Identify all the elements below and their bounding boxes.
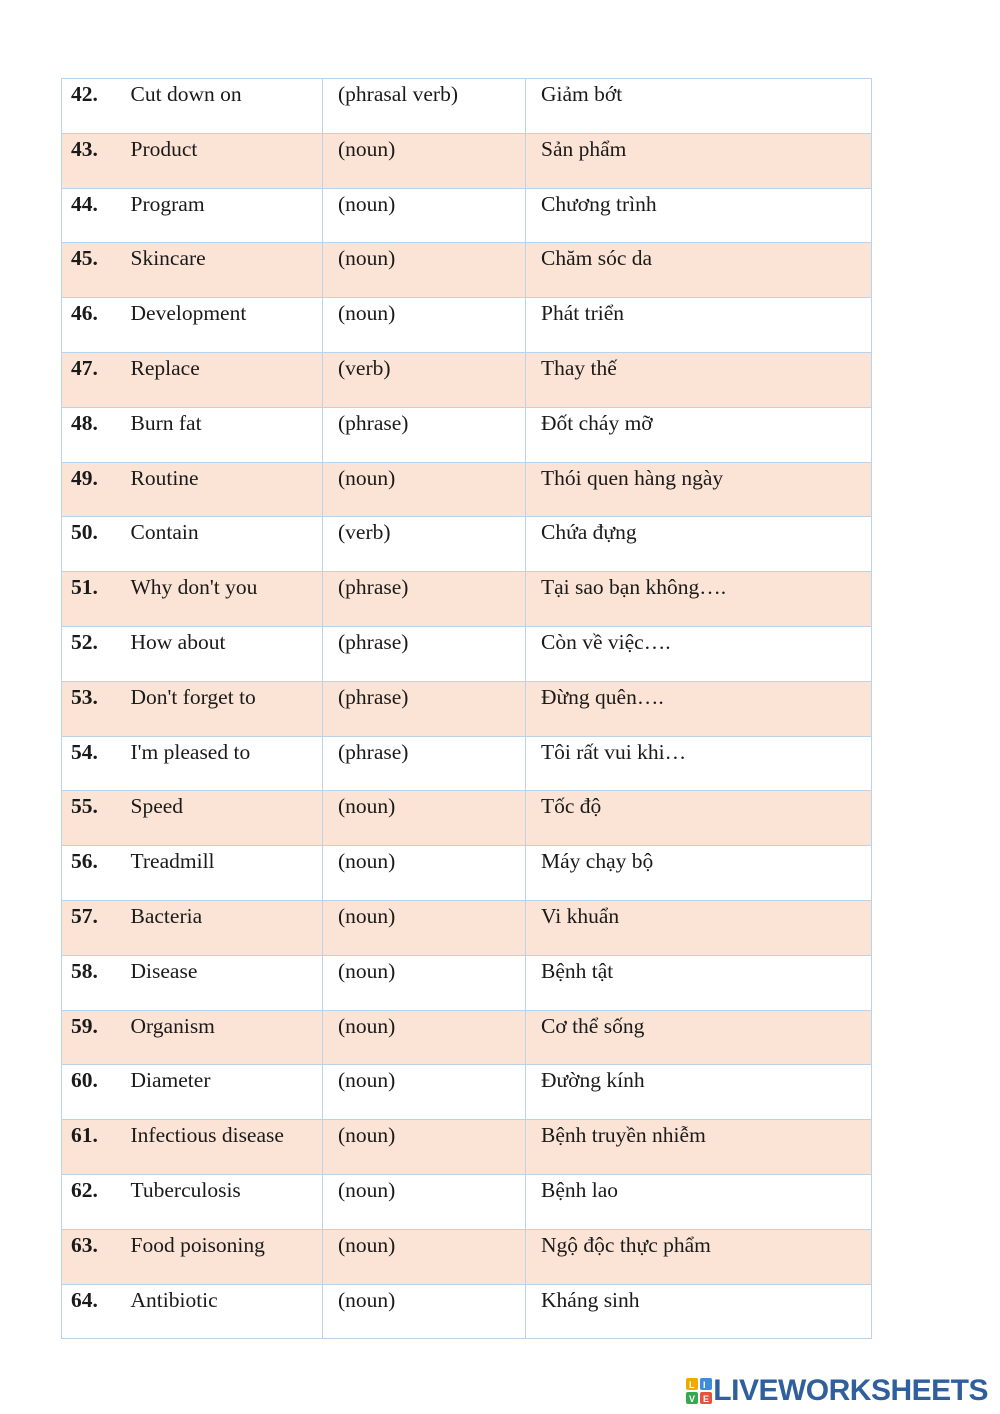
row-number: 48.: [62, 407, 122, 462]
table-row: [62, 572, 872, 627]
vietnamese-meaning: Đốt cháy mỡ: [526, 407, 872, 462]
vocabulary-word: Contain: [122, 517, 323, 572]
part-of-speech: (phrase): [323, 681, 526, 736]
part-of-speech: (noun): [323, 1229, 526, 1284]
vietnamese-meaning: Kháng sinh: [526, 1284, 872, 1339]
row-number: 53.: [62, 681, 122, 736]
vocabulary-word: I'm pleased to: [122, 736, 323, 791]
vocabulary-word: Bacteria: [122, 900, 323, 955]
row-number: 42.: [62, 79, 122, 134]
part-of-speech: (noun): [323, 243, 526, 298]
row-number: 50.: [62, 517, 122, 572]
svg-text:I: I: [703, 1380, 706, 1390]
part-of-speech: (noun): [323, 1174, 526, 1229]
table-row: [62, 462, 872, 517]
vocabulary-word: Antibiotic: [122, 1284, 323, 1339]
row-number: 46.: [62, 298, 122, 353]
part-of-speech: (noun): [323, 955, 526, 1010]
row-number: 63.: [62, 1229, 122, 1284]
row-number: 58.: [62, 955, 122, 1010]
part-of-speech: (phrase): [323, 572, 526, 627]
table-row: [62, 298, 872, 353]
table-row: [62, 407, 872, 462]
vocabulary-word: How about: [122, 626, 323, 681]
part-of-speech: (phrase): [323, 407, 526, 462]
vocabulary-word: Treadmill: [122, 846, 323, 901]
table-row: [62, 1174, 872, 1229]
vocabulary-word: Why don't you: [122, 572, 323, 627]
vietnamese-meaning: Máy chạy bộ: [526, 846, 872, 901]
vietnamese-meaning: Phát triển: [526, 298, 872, 353]
row-number: 54.: [62, 736, 122, 791]
row-number: 45.: [62, 243, 122, 298]
part-of-speech: (phrase): [323, 626, 526, 681]
row-number: 55.: [62, 791, 122, 846]
vietnamese-meaning: Chăm sóc da: [526, 243, 872, 298]
row-number: 64.: [62, 1284, 122, 1339]
table-row: [62, 243, 872, 298]
vietnamese-meaning: Sản phẩm: [526, 133, 872, 188]
vietnamese-meaning: Tại sao bạn không….: [526, 572, 872, 627]
table-row: [62, 955, 872, 1010]
part-of-speech: (noun): [323, 298, 526, 353]
vietnamese-meaning: Đường kính: [526, 1065, 872, 1120]
vietnamese-meaning: Bệnh lao: [526, 1174, 872, 1229]
part-of-speech: (phrase): [323, 736, 526, 791]
brand-name: LIVEWORKSHEETS: [713, 1374, 988, 1407]
table-row: [62, 1010, 872, 1065]
vietnamese-meaning: Tốc độ: [526, 791, 872, 846]
vocabulary-word: Disease: [122, 955, 323, 1010]
vietnamese-meaning: Tôi rất vui khi…: [526, 736, 872, 791]
part-of-speech: (noun): [323, 791, 526, 846]
vietnamese-meaning: Giảm bớt: [526, 79, 872, 134]
row-number: 44.: [62, 188, 122, 243]
row-number: 59.: [62, 1010, 122, 1065]
row-number: 47.: [62, 352, 122, 407]
vocabulary-word: Burn fat: [122, 407, 323, 462]
vocabulary-word: Program: [122, 188, 323, 243]
svg-text:E: E: [703, 1394, 710, 1404]
svg-text:V: V: [689, 1394, 696, 1404]
row-number: 52.: [62, 626, 122, 681]
vocabulary-word: Product: [122, 133, 323, 188]
vietnamese-meaning: Cơ thể sống: [526, 1010, 872, 1065]
vietnamese-meaning: Chương trình: [526, 188, 872, 243]
vietnamese-meaning: Còn về việc….: [526, 626, 872, 681]
table-row: [62, 1229, 872, 1284]
vocabulary-word: Speed: [122, 791, 323, 846]
vietnamese-meaning: Bệnh truyền nhiễm: [526, 1120, 872, 1175]
liveworksheets-logo-icon: [686, 1378, 712, 1404]
vocabulary-word: Don't forget to: [122, 681, 323, 736]
vietnamese-meaning: Vi khuẩn: [526, 900, 872, 955]
row-number: 62.: [62, 1174, 122, 1229]
part-of-speech: (noun): [323, 1120, 526, 1175]
vietnamese-meaning: Bệnh tật: [526, 955, 872, 1010]
vietnamese-meaning: Chứa đựng: [526, 517, 872, 572]
vietnamese-meaning: Ngộ độc thực phẩm: [526, 1229, 872, 1284]
vocabulary-word: Skincare: [122, 243, 323, 298]
table-row: [62, 133, 872, 188]
part-of-speech: (noun): [323, 462, 526, 517]
table-row: [62, 736, 872, 791]
table-row: [62, 1065, 872, 1120]
vocabulary-word: Organism: [122, 1010, 323, 1065]
row-number: 56.: [62, 846, 122, 901]
svg-text:L: L: [689, 1380, 695, 1390]
table-row: [62, 188, 872, 243]
row-number: 43.: [62, 133, 122, 188]
vietnamese-meaning: Thay thế: [526, 352, 872, 407]
vietnamese-meaning: Thói quen hàng ngày: [526, 462, 872, 517]
table-row: [62, 846, 872, 901]
vocabulary-word: Diameter: [122, 1065, 323, 1120]
row-number: 61.: [62, 1120, 122, 1175]
vietnamese-meaning: Đừng quên….: [526, 681, 872, 736]
part-of-speech: (noun): [323, 1010, 526, 1065]
vocabulary-word: Food poisoning: [122, 1229, 323, 1284]
part-of-speech: (noun): [323, 133, 526, 188]
part-of-speech: (noun): [323, 1284, 526, 1339]
table-row: [62, 626, 872, 681]
vocabulary-table: [61, 78, 872, 1339]
row-number: 60.: [62, 1065, 122, 1120]
table-row: [62, 79, 872, 134]
table-row: [62, 681, 872, 736]
vocabulary-word: Development: [122, 298, 323, 353]
vocabulary-word: Routine: [122, 462, 323, 517]
table-row: [62, 517, 872, 572]
part-of-speech: (noun): [323, 846, 526, 901]
row-number: 57.: [62, 900, 122, 955]
row-number: 51.: [62, 572, 122, 627]
part-of-speech: (verb): [323, 352, 526, 407]
vocabulary-word: Replace: [122, 352, 323, 407]
table-row: [62, 1120, 872, 1175]
part-of-speech: (phrasal verb): [323, 79, 526, 134]
table-row: [62, 900, 872, 955]
liveworksheets-brand[interactable]: [686, 1374, 988, 1408]
vocabulary-word: Tuberculosis: [122, 1174, 323, 1229]
part-of-speech: (verb): [323, 517, 526, 572]
vocabulary-table-body: [62, 79, 872, 1339]
table-row: [62, 1284, 872, 1339]
table-row: [62, 352, 872, 407]
vocabulary-word: Infectious disease: [122, 1120, 323, 1175]
part-of-speech: (noun): [323, 1065, 526, 1120]
part-of-speech: (noun): [323, 188, 526, 243]
table-row: [62, 791, 872, 846]
row-number: 49.: [62, 462, 122, 517]
vocabulary-word: Cut down on: [122, 79, 323, 134]
part-of-speech: (noun): [323, 900, 526, 955]
